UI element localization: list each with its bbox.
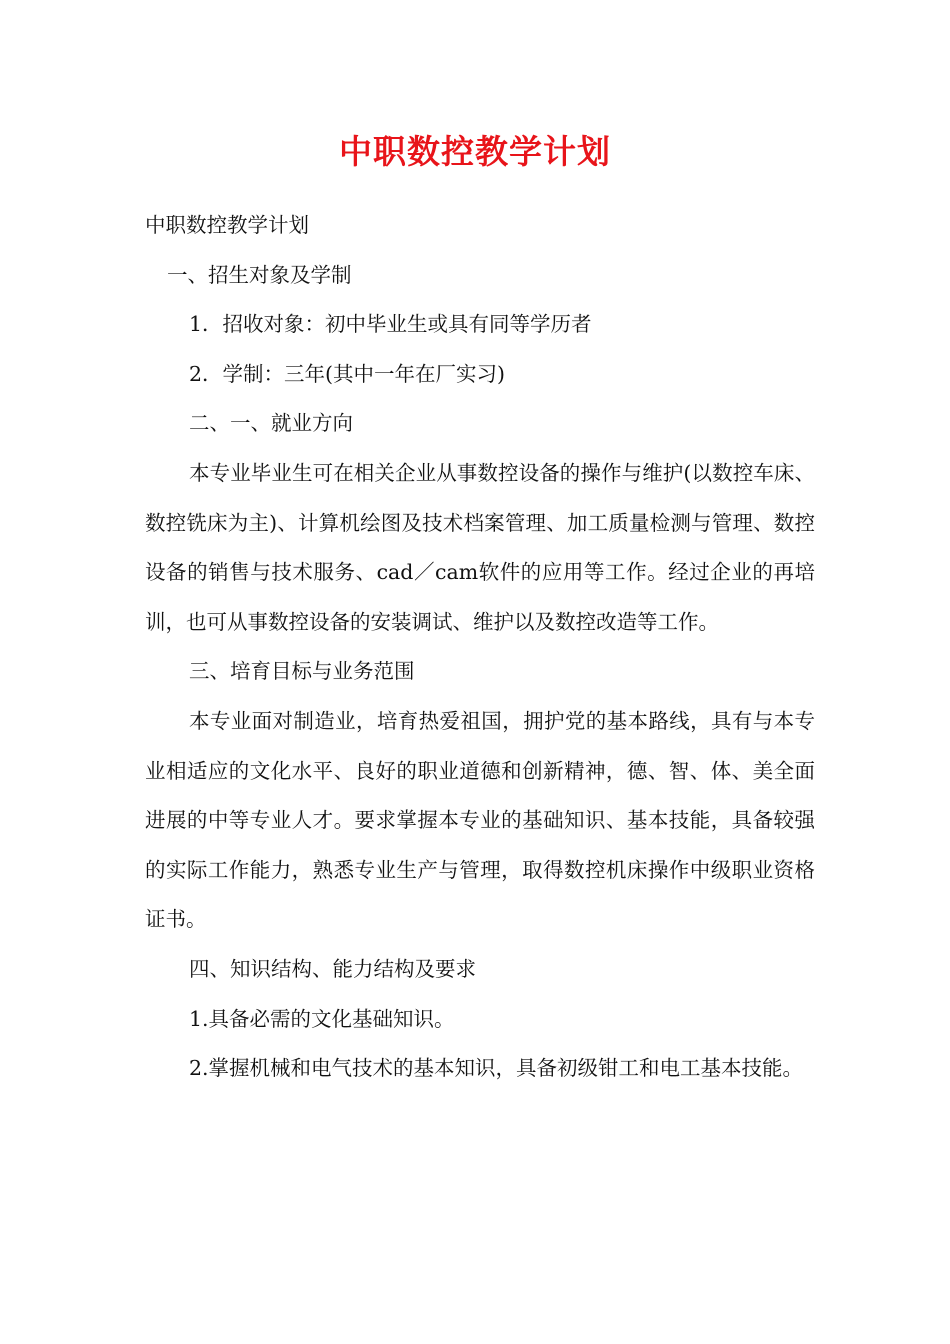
list-item-duration: 2．学制：三年(其中一年在厂实习) (189, 361, 506, 386)
paragraph-employment: 本专业毕业生可在相关企业从事数控设备的操作与维护(以数控车床、数控铣床为主)、计算机绘图及技术档案管理、加工质量检测与管理、数控设备的销售与技术服务、cad／cam软件的应用等工作。经过企业的再培训，也可从事数控设备的安装调试、维护以及数控改造等工作。 (145, 460, 815, 634)
section-heading-enrollment: 一、招生对象及学制 (167, 262, 352, 287)
document-body (145, 201, 815, 1094)
section-heading-employment: 二、一、就业方向 (189, 411, 353, 436)
paragraph-goals: 本专业面对制造业，培育热爱祖国，拥护党的基本路线，具有与本专业相适应的文化水平、良好的职业道德和创新精神，德、智、体、美全面进展的中等专业人才。要求掌握本专业的基础知识、基本技能，具备较强的实际工作能力，熟悉专业生产与管理，取得数控机床操作中级职业资格证书。 (145, 708, 815, 932)
section-heading-structure: 四、知识结构、能力结构及要求 (189, 956, 476, 981)
body-heading: 中职数控教学计划 (145, 213, 309, 237)
document-title: 中职数控教学计划 (339, 132, 611, 171)
list-item-culture-knowledge: 1.具备必需的文化基础知识。 (189, 1006, 455, 1031)
list-item-enrollment-target: 1．招收对象：初中毕业生或具有同等学历者 (189, 312, 592, 337)
list-item-mechanical-electrical: 2.掌握机械和电气技术的基本知识，具备初级钳工和电工基本技能。 (189, 1056, 804, 1081)
section-heading-goals: 三、培育目标与业务范围 (189, 659, 415, 684)
